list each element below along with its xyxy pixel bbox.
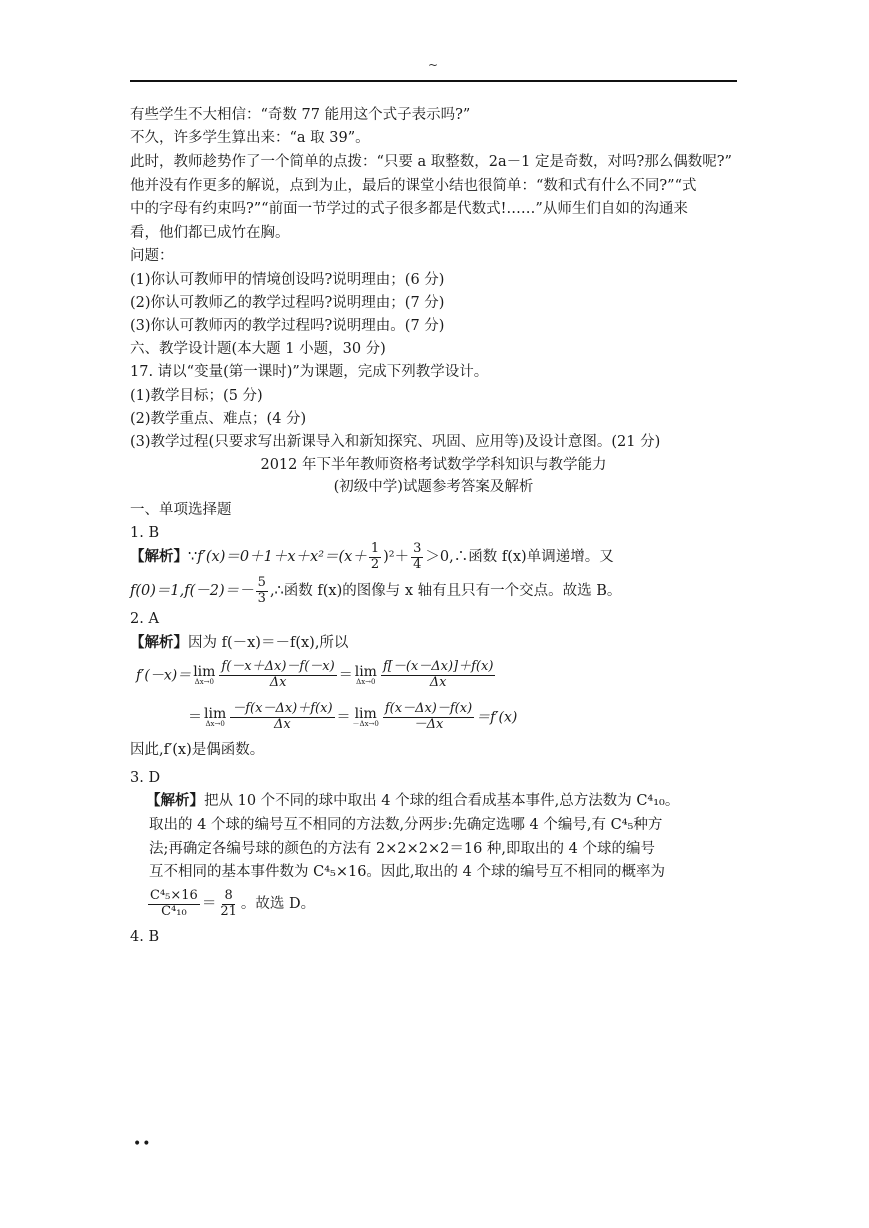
q2-analysis-line1: 【解析】因为 f(－x)＝－f(x),所以 — [130, 634, 349, 651]
analysis-tag: 【解析】 — [130, 634, 188, 651]
q3-analysis-line4: 互不相同的基本事件数为 C⁴₅×16。因此,取出的 4 个球的编号互不相同的概率为 — [149, 864, 665, 880]
fraction: $\frac{5}{3}$ — [257, 574, 266, 606]
analysis-tag: 【解析】 — [130, 548, 188, 565]
q1-analysis-line1: 【解析】∵f′(x)＝0＋1＋x＋x²＝(x＋ $\frac{1}{2}$ )²＋ $\frac{3}{4}$ ＞0,∴函数 f(x)单调递增。又 — [130, 540, 614, 572]
text-line: 此时，教师趁势作了一个简单的点拨：“只要 a 取整数，2a－1 定是奇数，对吗?那么偶数呢?” — [130, 154, 732, 170]
q2-equation-2: ＝ lim Δx→0 $\frac{-f(x-\Delta x)+f(x)}{\Delta x}$ ＝ lim －Δx→0 $\frac{f(x-\Delta x)-f(x)}{-\Delta x}$ ＝f′(x) — [188, 701, 518, 732]
text-line: 他并没有作更多的解说，点到为止，最后的课堂小结也很简单：“数和式有什么不同?”“式 — [130, 178, 697, 194]
text-line: 不久，许多学生算出来：“a 取 39”。 — [130, 130, 370, 146]
answers-title: 2012 年下半年教师资格考试数学学科知识与教学能力 — [260, 457, 607, 473]
answer-label: 1. B — [130, 525, 160, 541]
text-line: 有些学生不大相信：“奇数 77 能用这个式子表示吗?” — [130, 107, 471, 123]
q2-equation-1: f′(－x)＝ lim Δx→0 $\frac{f(-x+\Delta x)-f(-x)}{\Delta x}$ ＝ lim Δx→0 $\frac{f[-(x-\Delta x)]+f(x)}{\Delta x}$ — [136, 659, 494, 690]
question-item: (2)你认可教师乙的教学过程吗?说明理由；(7 分) — [130, 295, 445, 311]
q3-analysis-line1: 【解析】把从 10 个不同的球中取出 4 个球的组合看成基本事件,总方法数为 C⁴₁₀。 — [146, 792, 680, 809]
analysis-tag: 【解析】 — [146, 792, 204, 809]
answers-subtitle: (初级中学)试题参考答案及解析 — [333, 479, 534, 495]
q1-analysis-line2: f(0)＝1,f(－2)＝－ $\frac{5}{3}$ ,∴函数 f(x)的图像与 x 轴有且只有一个交点。故选 B。 — [130, 574, 622, 606]
question-item: (2)教学重点、难点；(4 分) — [130, 411, 307, 427]
question-text: 17. 请以“变量(第一课时)”为课题，完成下列教学设计。 — [130, 364, 489, 380]
q3-analysis-line3: 法;再确定各编号球的颜色的方法有 2×2×2×2＝16 种,即取出的 4 个球的编号 — [149, 841, 655, 857]
footer-mark: •• — [133, 1136, 152, 1152]
text-line: 看，他们都已成竹在胸。 — [130, 225, 290, 241]
section-heading: 六、教学设计题(本大题 1 小题，30 分) — [130, 341, 386, 357]
question-item: (1)教学目标；(5 分) — [130, 388, 263, 404]
text-line: 中的字母有约束吗?”“前面一节学过的式子很多都是代数式!……”从师生们自如的沟通来 — [130, 201, 688, 217]
answer-label: 2. A — [130, 611, 159, 627]
fraction: $\frac{3}{4}$ — [413, 540, 422, 572]
text-line: 问题： — [130, 248, 174, 264]
question-item: (1)你认可教师甲的情境创设吗?说明理由；(6 分) — [130, 272, 445, 288]
q3-probability: $\frac{\text{C⁴₅×16}}{\text{C⁴₁₀}}$ ＝ $\frac{8}{21}$ 。故选 D。 — [150, 887, 316, 919]
answer-label: 4. B — [130, 929, 160, 945]
header-rule — [130, 80, 737, 82]
section-heading: 一、单项选择题 — [130, 502, 232, 518]
q2-conclusion: 因此,f′(x)是偶函数。 — [130, 742, 265, 758]
question-item: (3)教学过程(只要求写出新课导入和新知探究、巩固、应用等)及设计意图。(21 分) — [130, 434, 661, 450]
q3-analysis-line2: 取出的 4 个球的编号互不相同的方法数,分两步:先确定选哪 4 个编号,有 C⁴₅种方 — [149, 817, 663, 833]
answer-label: 3. D — [130, 770, 161, 786]
fraction: $\frac{1}{2}$ — [370, 540, 380, 572]
question-item: (3)你认可教师丙的教学过程吗?说明理由。(7 分) — [130, 318, 445, 334]
header-mark: ~ — [428, 58, 439, 72]
